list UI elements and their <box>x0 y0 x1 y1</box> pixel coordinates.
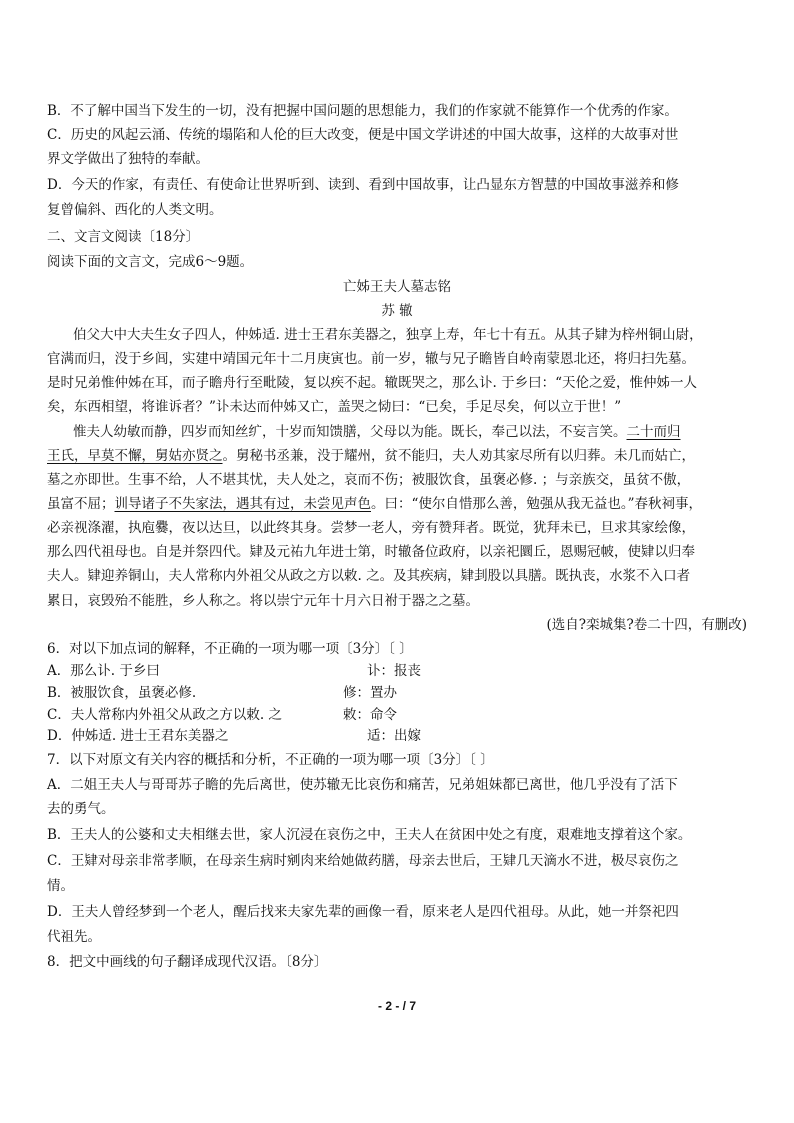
underlined-sentence-1-end: 王氏，早莫不懈，舅姑亦贤之 <box>47 448 223 464</box>
passage-line: 矣，东西相望，将谁诉者？”讣未达而仲姊又亡，盖哭之恸曰：“已矣，手足尽矣，何以立于世！” <box>47 399 622 415</box>
passage-title: 亡姊王夫人墓志铭 <box>343 279 451 295</box>
page-number: - 2 - / 7 <box>377 999 416 1013</box>
passage-line: 墓之亦即世。生事不给，人不堪其忧，夫人处之，哀而不伤；被服饮食，虽褒必修. ；与亲族交，虽贫不傲， <box>47 472 691 488</box>
passage-line: 夫人。肄迎养铜山，夫人常称内外祖父从政之方以敕. 之。及其疾病，肄刲股以具膳。既执丧，水浆不入口者 <box>47 568 691 584</box>
passage-line: 累日，哀毁殆不能胜，乡人称之。将以崇宁元年十月六日祔于器之之墓。 <box>47 593 479 609</box>
passage-text: 虽富不屈； <box>47 496 115 512</box>
option-c-line: C．历史的风起云涌、传统的塌陷和人伦的巨大改变，便是中国文学讲述的中国大故事，这样的大故事对世 <box>47 127 679 143</box>
question-6-option-b: B．被服饮食，虽褒必修. <box>47 685 197 701</box>
passage-text: 。曰：“使尔自惜那么善，勉强从我无益也。”春秋祠事， <box>371 496 703 512</box>
question-6-option-c-gloss: 敕：命令 <box>343 707 397 723</box>
question-7-option-c-cont: 情。 <box>47 878 74 894</box>
option-b-line: B．不了解中国当下发生的一切，没有把握中国问题的思想能力，我们的作家就不能算作一个优秀的作家。 <box>47 103 678 119</box>
question-7-option-b: B．王夫人的公婆和丈夫相继去世，家人沉浸在哀伤之中，王夫人在贫困中处之有度，艰难地支撑着这个家。 <box>47 827 692 843</box>
question-6-option-d: D．仲姊适. 进士王君东美器之 <box>47 728 229 744</box>
passage-line <box>47 495 702 513</box>
passage-text: 。舅秘书丞兼，没于耀州，贫不能归，夫人劝其家尽所有以归葬。未几而姑亡， <box>222 448 695 464</box>
underlined-sentence-1-start: 二十而归 <box>626 424 681 440</box>
passage-line: 是时兄弟惟仲姊在耳，而子瞻舟行至毗陵，复以疾不起。辙既哭之，那么讣. 于乡曰：“天伦之爱，惟仲姊一人 <box>47 375 697 391</box>
question-7-option-c: C．王肄对母亲非常孝顺，在母亲生病时剜肉来给她做药膳，母亲去世后，王肄几天滴水不进，极尽哀伤之 <box>47 853 679 869</box>
passage-line <box>73 423 681 441</box>
question-6-option-a-gloss: 讣：报丧 <box>367 663 421 679</box>
question-6: 6．对以下加点词的解释，不正确的一项为哪一项〔3分〕〔 〕 <box>47 641 413 657</box>
option-d-line: D．今天的作家，有责任、有使命让世界听到、读到、看到中国故事，让凸显东方智慧的中国故事滋养和修 <box>47 177 679 193</box>
passage-line: 必亲视涤濯，执庖爨，夜以达旦，以此终其身。尝梦一老人，旁有赞拜者。既觉，犹拜未已，旦求其家绘像， <box>47 520 695 536</box>
question-7: 7．以下对原文有关内容的概括和分析，不正确的一项为哪一项〔3分〕〔 〕 <box>47 752 494 768</box>
passage-line: 伯父大中大夫生女子四人，仲姊适. 进士王君东美器之，独享上寿，年七十有五。从其子肄为梓州铜山尉， <box>73 327 703 343</box>
question-6-option-b-gloss: 修：置办 <box>343 685 397 701</box>
question-8: 8．把文中画线的句子翻译成现代汉语。〔8分〕 <box>47 954 328 970</box>
option-d-line-cont: 复曾偏斜、西化的人类文明。 <box>47 202 223 218</box>
question-6-option-d-gloss: 适：出嫁 <box>367 728 421 744</box>
question-6-option-c: C．夫人常称内外祖父从政之方以敕. 之 <box>47 707 282 723</box>
passage-source: (选自?栾城集?卷二十四，有删改) <box>546 617 747 633</box>
question-7-option-a-cont: 去的勇气。 <box>47 801 115 817</box>
underlined-sentence-2: 训导诸子不失家法，遇其有过，未尝见声色 <box>114 496 371 512</box>
option-c-line-cont: 界文学做出了独特的奉献。 <box>47 151 209 167</box>
passage-text: 惟夫人幼敏而静，四岁而知丝纩，十岁而知馈膳，父母以为能。既长，奉己以法，不妄言笑。 <box>73 424 627 440</box>
passage-line: 官满而归，没于乡闾，实建中靖国元年十二月庚寅也。前一岁，辙与兄子瞻皆自岭南蒙恩北还，将归扫先墓。 <box>47 351 695 367</box>
question-7-option-d-cont: 代祖先。 <box>47 929 101 945</box>
passage-author: 苏 辙 <box>381 303 413 319</box>
section-heading: 二、文言文阅读〔18分〕 <box>47 229 200 245</box>
passage-line <box>47 447 695 465</box>
passage-line: 那么四代祖母也。自是并祭四代。肄及元祐九年进士第，时辙备位政府，以亲祀圜丘，恩赐冠帔，使肄以归奉 <box>47 544 695 560</box>
question-6-option-a: A．那么讣. 于乡曰 <box>47 663 160 679</box>
question-7-option-d: D．王夫人曾经梦到一个老人，醒后找来夫家先辈的画像一看，原来老人是四代祖母。从此，她一并祭祀四 <box>47 904 679 920</box>
reading-instruction: 阅读下面的文言文，完成6～9题。 <box>47 254 254 270</box>
question-7-option-a: A．二姐王夫人与哥哥苏子瞻的先后离世，使苏辙无比哀伤和痛苦，兄弟姐妹都已离世，他几乎没有了活下 <box>47 777 678 793</box>
